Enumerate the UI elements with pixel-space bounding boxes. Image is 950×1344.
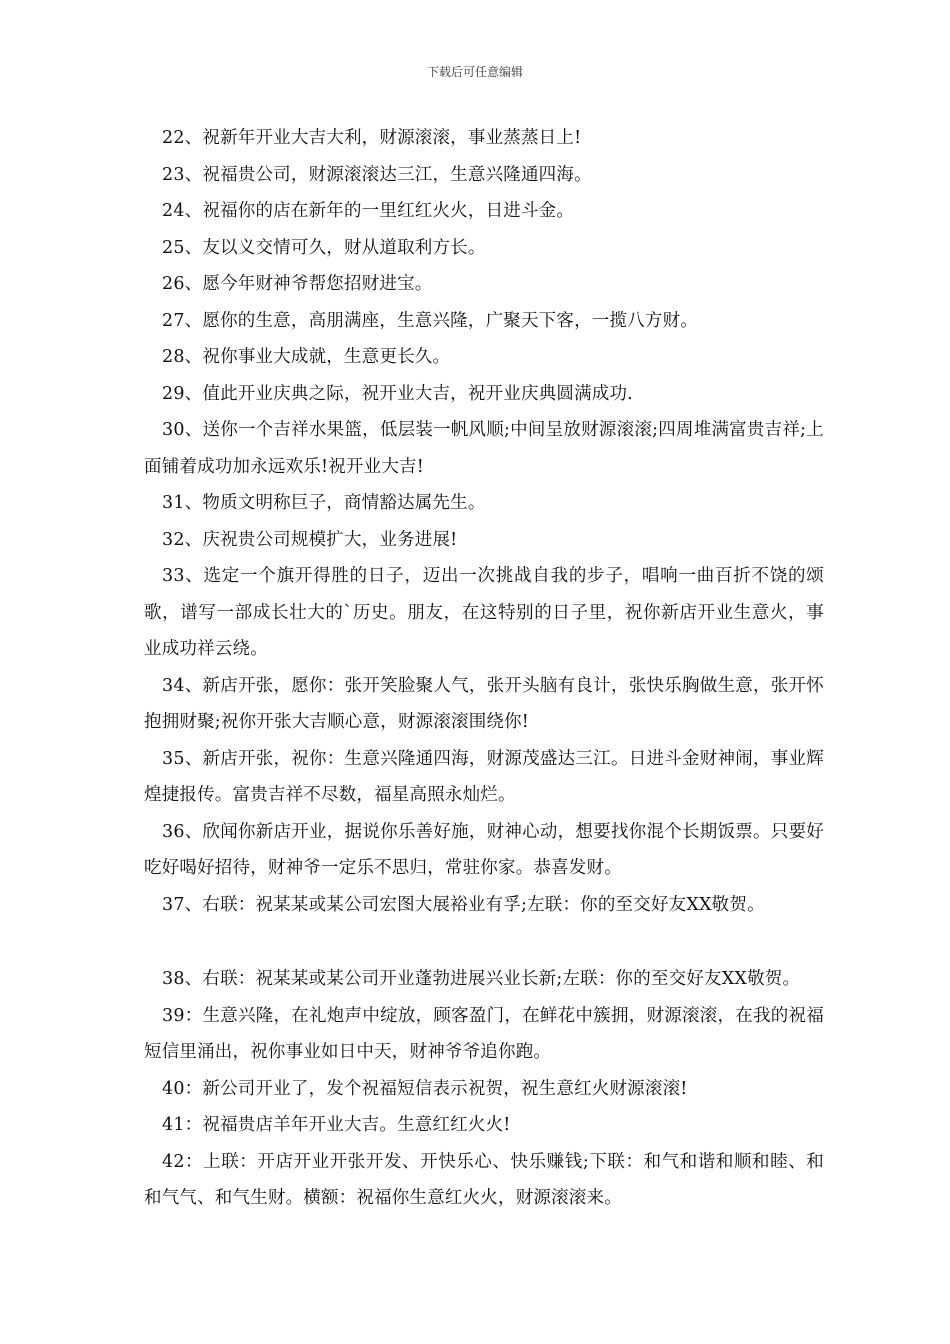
paragraph-42: 42：上联：开店开业开张开发、开快乐心、快乐赚钱;下联：和气和谐和顺和睦、和和气气、和气生财。横额：祝福你生意红火火，财源滚滚来。 <box>144 1151 824 1208</box>
paragraph-28: 28、祝你事业大成就，生意更长久。 <box>162 347 451 367</box>
paragraph-25: 25、友以义交情可久，财从道取利方长。 <box>162 237 486 258</box>
paragraph-34: 34、新店开张，愿你：张开笑脸聚人气，张开头脑有良计，张快乐胸做生意，张开怀抱拥财聚;祝你开张大吉顺心意，财源滚滚围绕你! <box>144 675 824 732</box>
paragraph-32: 32、庆祝贵公司规模扩大，业务进展! <box>162 529 458 550</box>
paragraph-30: 30、送你一个吉祥水果篮，低层装一帆风顺;中间呈放财源滚滚;四周堆满富贵吉祥;上面铺着成功加永远欢乐!祝开业大吉! <box>144 420 824 477</box>
paragraph-27: 27、愿你的生意，高朋满座，生意兴隆，广聚天下客，一揽八方财。 <box>162 310 698 331</box>
paragraph-33: 33、选定一个旗开得胜的日子，迈出一次挑战自我的步子，唱响一曲百折不饶的颂歌，谱写一部成长壮大的`历史。朋友，在这特别的日子里，祝你新店开业生意火，事业成功祥云绕。 <box>144 566 824 659</box>
paragraph-35: 35、新店开张，祝你：生意兴隆通四海，财源茂盛达三江。日进斗金财神闹，事业辉煌捷报传。富贵吉祥不尽数，福星高照永灿烂。 <box>144 748 824 805</box>
paragraph-38: 38、右联：祝某某或某公司开业蓬勃进展兴业长新;左联：你的至交好友XX敬贺。 <box>162 969 801 989</box>
paragraph-39: 39：生意兴隆，在礼炮声中绽放，顾客盈门，在鲜花中簇拥，财源滚滚，在我的祝福短信里涌出，祝你事业如日中天，财神爷爷追你跑。 <box>144 1005 824 1062</box>
paragraph-36: 36、欣闻你新店开业，据说你乐善好施，财神心动，想要找你混个长期饭票。只要好吃好喝好招待，财神爷一定乐不思归，常驻你家。恭喜发财。 <box>144 821 824 878</box>
document-body <box>144 120 824 1217</box>
paragraph-31: 31、物质文明称巨子，商情豁达属先生。 <box>162 493 486 513</box>
page-header-note: 下载后可任意编辑 <box>426 65 523 79</box>
paragraph-22: 22、祝新年开业大吉大利，财源滚滚，事业蒸蒸日上! <box>162 128 582 148</box>
paragraph-37: 37、右联：祝某某或某公司宏图大展裕业有孚;左联：你的至交好友XX敬贺。 <box>162 894 765 915</box>
paragraph-40: 40：新公司开业了，发个祝福短信表示祝贺，祝生意红火财源滚滚! <box>162 1078 688 1099</box>
paragraph-29: 29、值此开业庆典之际，祝开业大吉，祝开业庆典圆满成功. <box>162 383 633 404</box>
paragraph-23: 23、祝福贵公司，财源滚滚达三江，生意兴隆通四海。 <box>162 164 592 185</box>
paragraph-24: 24、祝福你的店在新年的一里红红火火，日进斗金。 <box>162 201 575 221</box>
paragraph-26: 26、愿今年财神爷帮您招财进宝。 <box>162 274 433 294</box>
paragraph-41: 41：祝福贵店羊年开业大吉。生意红红火火! <box>162 1115 511 1135</box>
